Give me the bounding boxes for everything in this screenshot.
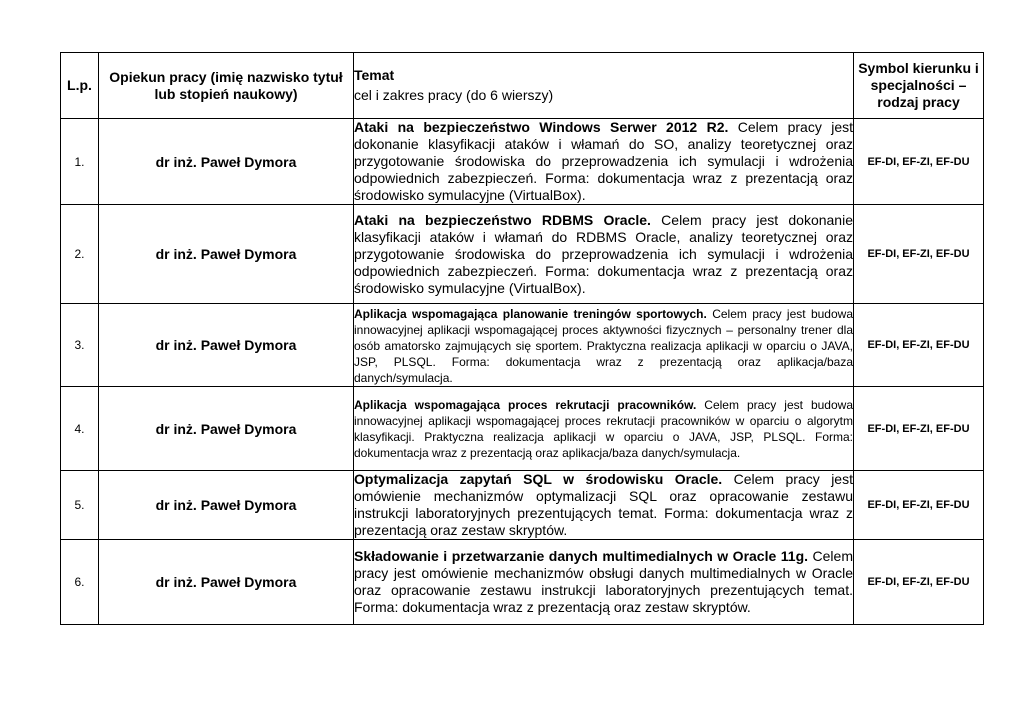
header-topic [354, 53, 854, 119]
row-number: 4. [61, 387, 99, 471]
header-supervisor: Opiekun pracy (imię nazwisko tytuł lub stopień naukowy) [99, 53, 354, 119]
row-supervisor: dr inż. Paweł Dymora [99, 205, 354, 304]
table-row [61, 205, 984, 304]
row-symbol: EF-DI, EF-ZI, EF-DU [854, 205, 984, 304]
row-topic [354, 471, 854, 540]
table-row [61, 387, 984, 471]
row-symbol: EF-DI, EF-ZI, EF-DU [854, 471, 984, 540]
header-lp: L.p. [61, 53, 99, 119]
row-topic [354, 387, 854, 471]
row-supervisor: dr inż. Paweł Dymora [99, 387, 354, 471]
row-topic-description: Celem pracy jest dokonanie klasyfikacji ataków i włamań do SO, analizy teoretycznej oraz przygotowanie środowiska do przeprowadzenia ich symulacji i wdrożenia odpowiednich zabezpieczeń. Forma: dokumentacja wraz z prezentacją oraz środowisko symulacyjne (VirtualBox). [354, 119, 853, 203]
table-row [61, 540, 984, 625]
row-symbol: EF-DI, EF-ZI, EF-DU [854, 540, 984, 625]
row-symbol: EF-DI, EF-ZI, EF-DU [854, 387, 984, 471]
row-topic-description: Celem pracy jest budowa innowacyjnej aplikacji wspomagającej proces rekrutacji pracowników w oparciu o algorytm klasyfikacji. Praktyczna realizacja aplikacji w oparciu o JAVA, JSP, PLSQL. Forma: dokumentacja wraz z prezentacją oraz aplikacja/baza danych/symulacja. [354, 398, 853, 460]
row-supervisor: dr inż. Paweł Dymora [99, 119, 354, 205]
thesis-topics-table [60, 52, 984, 625]
row-topic-title: Składowanie i przetwarzanie danych multimedialnych w Oracle 11g. [354, 548, 809, 564]
table-row [61, 471, 984, 540]
row-topic-description: Celem pracy jest omówienie mechanizmów obsługi danych multimedialnych w Oracle oraz opracowanie zestawu instrukcji laboratoryjnych prezentujących temat. Forma: dokumentacja wraz z prezentacją oraz zestaw skryptów. [354, 548, 853, 615]
row-number: 1. [61, 119, 99, 205]
row-number: 3. [61, 304, 99, 387]
row-number: 6. [61, 540, 99, 625]
table-header-row [61, 53, 984, 119]
row-symbol: EF-DI, EF-ZI, EF-DU [854, 304, 984, 387]
table-row [61, 119, 984, 205]
row-topic [354, 205, 854, 304]
row-topic [354, 304, 854, 387]
header-topic-subtitle: cel i zakres pracy (do 6 wierszy) [354, 87, 554, 103]
row-topic-title: Ataki na bezpieczeństwo RDBMS Oracle. [354, 211, 651, 228]
row-supervisor: dr inż. Paweł Dymora [99, 471, 354, 540]
row-symbol: EF-DI, EF-ZI, EF-DU [854, 119, 984, 205]
header-topic-title: Temat [354, 67, 395, 83]
row-topic-title: Ataki na bezpieczeństwo Windows Serwer 2012 R2. [354, 119, 729, 135]
row-topic [354, 540, 854, 625]
row-topic-description: Celem pracy jest dokonanie klasyfikacji ataków i włamań do RDBMS Oracle, analizy teoretycznej oraz przygotowanie środowiska do przeprowadzenia ich symulacji i wdrożenia odpowiednich zabezpieczeń. Forma: dokumentacja wraz z prezentacją oraz środowisko symulacyjne (VirtualBox). [354, 211, 853, 296]
header-symbol: Symbol kierunku i specjalności – rodzaj pracy [854, 53, 984, 119]
row-topic-title: Aplikacja wspomagająca planowanie treningów sportowych. [354, 306, 707, 321]
row-supervisor: dr inż. Paweł Dymora [99, 540, 354, 625]
row-topic-title: Aplikacja wspomagająca proces rekrutacji pracowników. [354, 398, 697, 412]
row-topic [354, 119, 854, 205]
row-topic-description: Celem pracy jest omówienie mechanizmów optymalizacji SQL oraz opracowanie zestawu instrukcji laboratoryjnych prezentujących temat. Forma: dokumentacja wraz z prezentacją oraz zestaw skryptów. [354, 471, 853, 538]
row-number: 5. [61, 471, 99, 540]
row-topic-title: Optymalizacja zapytań SQL w środowisku Oracle. [354, 471, 723, 487]
row-topic-description: Celem pracy jest budowa innowacyjnej aplikacji wspomagającej proces aktywności fizycznych – personalny trener dla osób amatorsko zajmujących się sportem. Praktyczna realizacja aplikacji w oparciu o JAVA, JSP, PLSQL. Forma: dokumentacja wraz z prezentacją oraz aplikacja/baza danych/symulacja. [354, 306, 853, 385]
table-row [61, 304, 984, 387]
row-number: 2. [61, 205, 99, 304]
row-supervisor: dr inż. Paweł Dymora [99, 304, 354, 387]
